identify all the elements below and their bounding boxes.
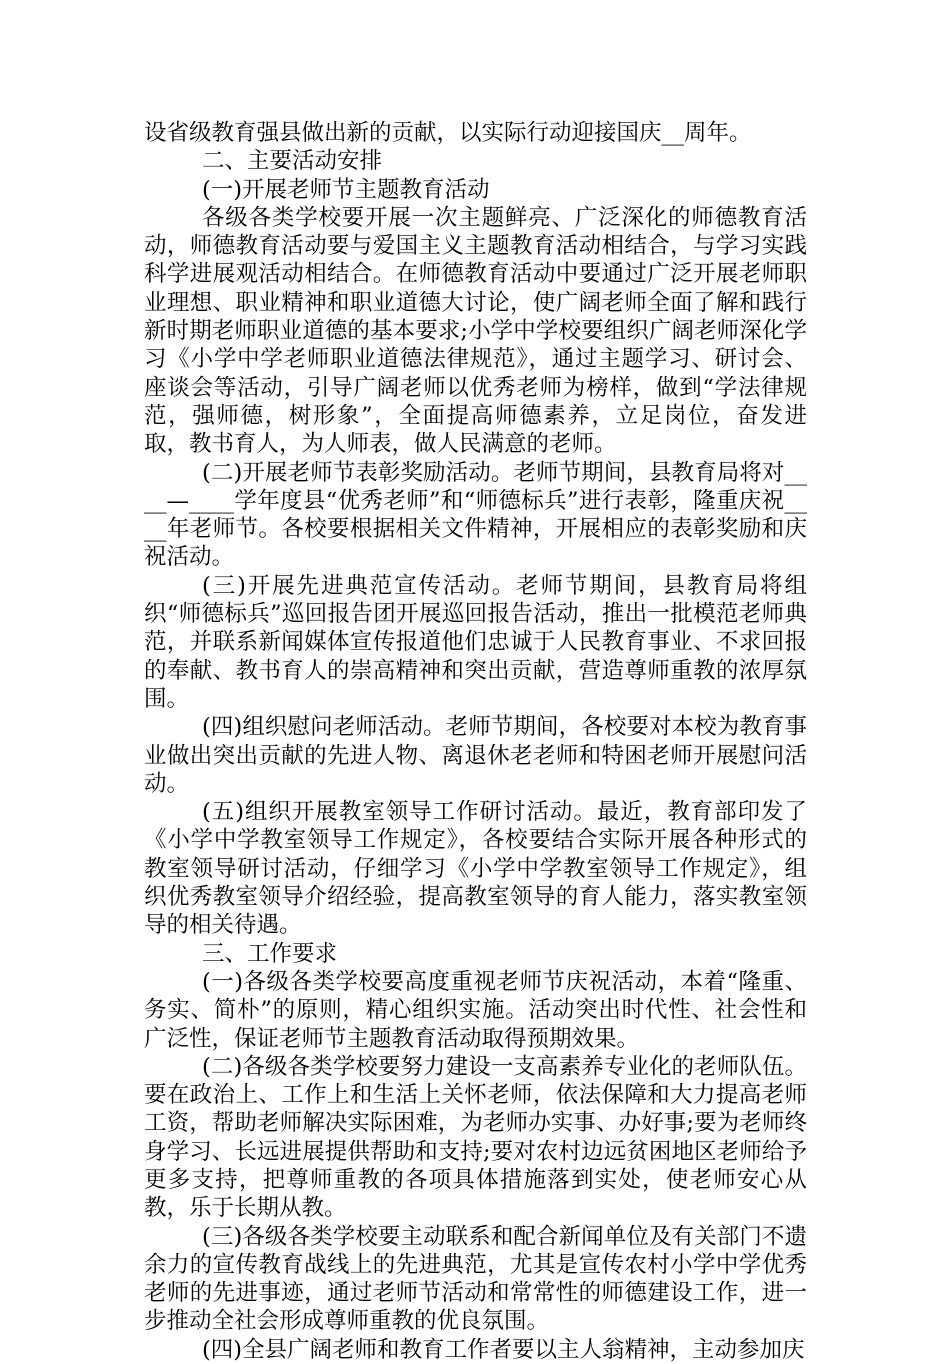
paragraph-commendation: (二)开展老师节表彰奖励活动。老师节期间，县教育局将对____—____学年度县“优秀老师”和“师德标兵”进行表彰，隆重庆祝____年老师节。各校要根据相关文件精神，开展相应的表彰奖励和庆祝活动。 [144,459,807,571]
paragraph-requirement-1: (一)各级各类学校要高度重视老师节庆祝活动，本着“隆重、务实、简朴”的原则，精心组织实施。活动突出时代性、社会性和广泛性，保证老师节主题教育活动取得预期效果。 [144,968,807,1052]
paragraph-publicity: (三)开展先进典范宣传活动。老师节期间，县教育局将组织“师德标兵”巡回报告团开展巡回报告活动，推出一批模范老师典范，并联系新闻媒体宣传报道他们忠诚于人民教育事业、不求回报的奉献、教书育人的崇高精神和突出贡献，营造尊师重教的浓厚氛围。 [144,572,807,712]
paragraph-requirement-4: (四)全县广阔老师和教育工作者要以主人翁精神，主动参加庆 [202,1336,805,1363]
section-heading-requirements: 三、工作要求 [202,940,338,967]
paragraph-requirement-2: (二)各级各类学校要努力建设一支高素养专业化的老师队伍。要在政治上、工作上和生活上关怀老师，依法保障和大力提高老师工资，帮助老师解决实际困难，为老师办实事、办好事;要为老师终身学习、长远进展提供帮助和支持;要对农村边远贫困地区老师给予更多支持，把尊师重教的各项具体措施落到实处，使老师安心从教，乐于长期从教。 [144,1053,807,1222]
paragraph-continuation: 设省级教育强县做出新的贡献，以实际行动迎接国庆__周年。 [144,120,752,146]
document-page [144,119,807,1364]
paragraph-classroom-leadership: (五)组织开展教室领导工作研讨活动。最近，教育部印发了《小学中学教室领导工作规定》，各校要结合实际开展各种形式的教室领导研讨活动，仔细学习《小学中学教室领导工作规定》，组织优秀教室领导介绍经验，提高教室领导的育人能力，落实教室领导的相关待遇。 [144,799,807,939]
paragraph-theme-education: 各级各类学校要开展一次主题鲜亮、广泛深化的师德教育活动，师德教育活动要与爱国主义主题教育活动相结合，与学习实践科学进展观活动相结合。在师德教育活动中要通过广泛开展老师职业理想、职业精神和职业道德大讨论，使广阔老师全面了解和践行新时期老师职业道德的基本要求;小学中学校要组织广阔老师深化学习《小学中学老师职业道德法律规范》，通过主题学习、研讨会、座谈会等活动，引导广阔老师以优秀老师为榜样，做到“学法律规范，强师德，树形象”，全面提高师德素养，立足岗位，奋发进取，教书育人，为人师表，做人民满意的老师。 [144,204,807,458]
paragraph-condolence: (四)组织慰问老师活动。老师节期间，各校要对本校为教育事业做出突出贡献的先进人物、离退休老老师和特困老师开展慰问活动。 [144,714,807,797]
subsection-heading-theme-education: (一)开展老师节主题教育活动 [202,176,490,203]
section-heading-activities: 二、主要活动安排 [202,148,383,175]
paragraph-requirement-3: (三)各级各类学校要主动联系和配合新闻单位及有关部门不遗余力的宣传教育战线上的先进典范，尤其是宣传农村小学中学优秀老师的先进事迹，通过老师节活动和常常性的师德建设工作，进一步推动全社会形成尊师重教的优良氛围。 [144,1223,807,1335]
